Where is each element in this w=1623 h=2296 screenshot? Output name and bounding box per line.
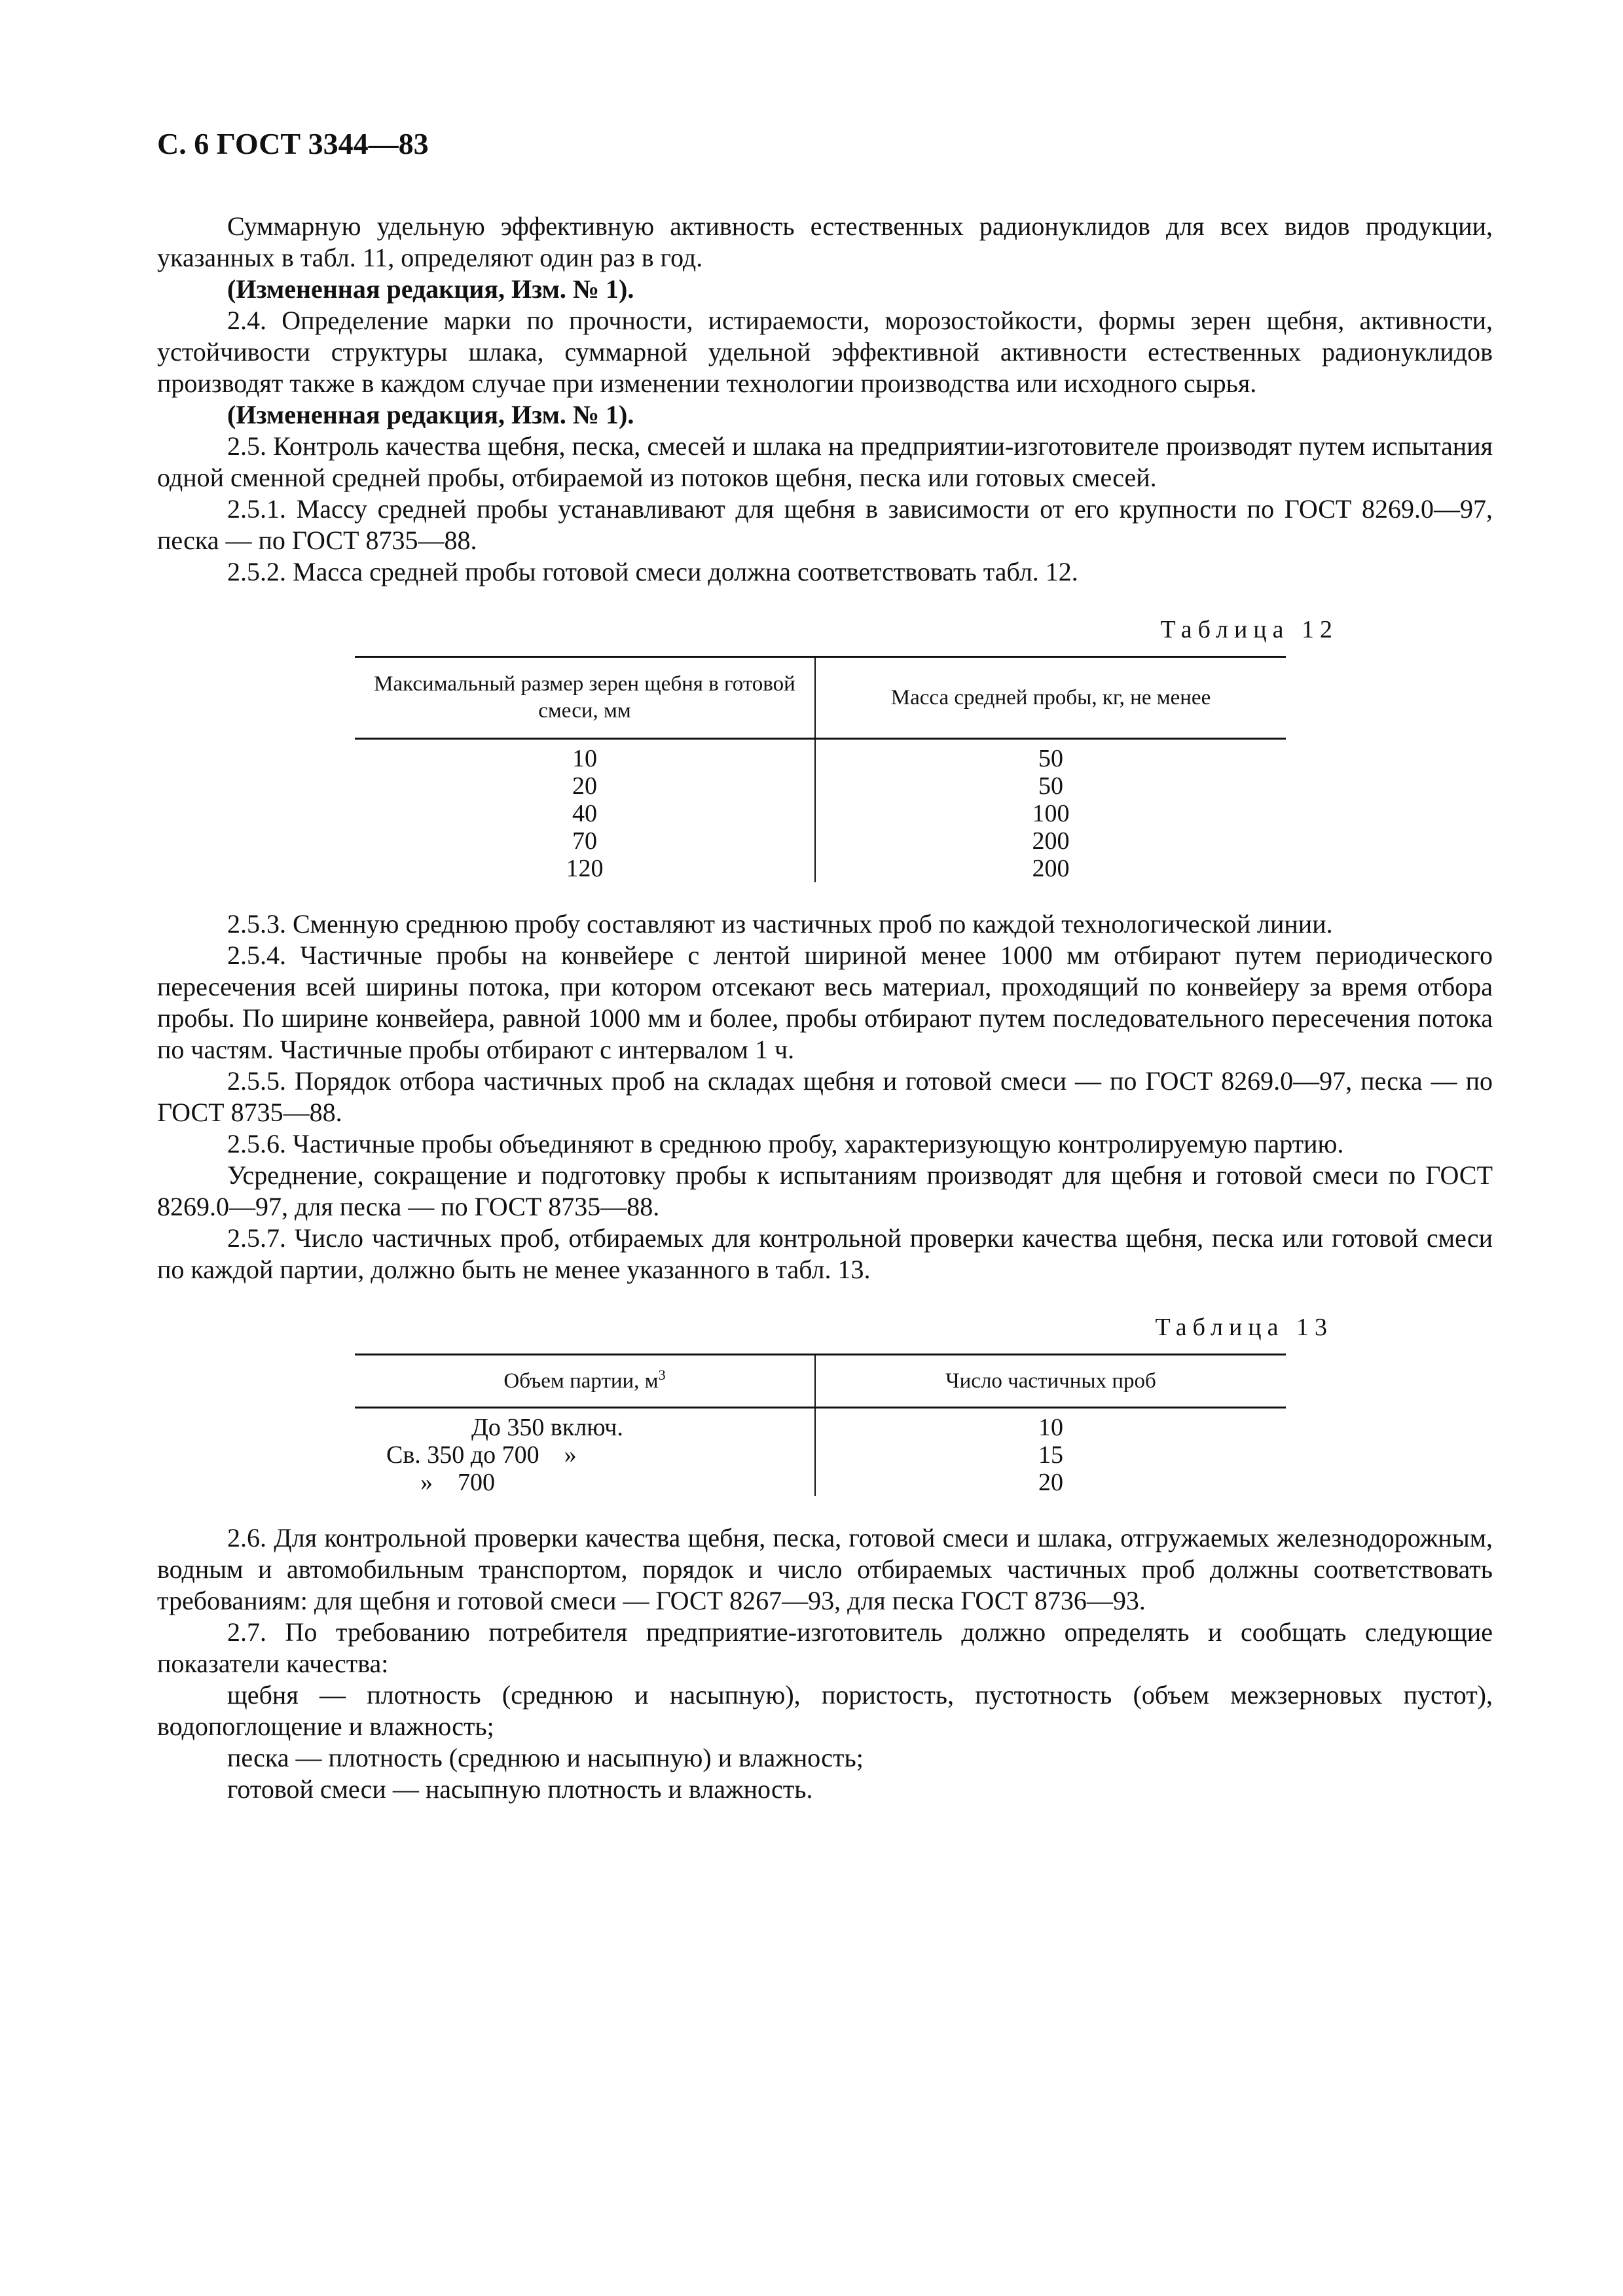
table-12-cell-size: 70 [355, 827, 815, 855]
table-12-cell-size: 40 [355, 800, 815, 827]
table-12-cell-mass: 200 [1032, 827, 1070, 855]
paragraph-2-4: 2.4. Определение марки по прочности, истираемости, морозостойкости, формы зерен щебня, активности, устойчивости структуры шлака, суммарной удельной эффективной активности естественных радионуклидов производят также в каждом случае при изменении технологии производства или исходного сырья. [157, 306, 1493, 398]
paragraph-2-5-5: 2.5.5. Порядок отбора частичных проб на складах щебня и готовой смеси — по ГОСТ 8269.0—97, песка — по ГОСТ 8735—88. [157, 1066, 1493, 1127]
table-13-cell-count: 20 [1038, 1469, 1063, 1496]
table-row [355, 800, 1286, 827]
paragraph-mix: готовой смеси — насыпную плотность и влажность. [227, 1774, 813, 1804]
table-13-volume-text: » 700 [420, 1469, 495, 1496]
table-13-header-volume-sup: 3 [658, 1366, 666, 1383]
table-13-header-count: Число частичных проб [815, 1355, 1286, 1408]
table-12-cell-mass: 50 [1038, 772, 1063, 800]
document-page [157, 124, 1493, 1805]
table-12-cell-size: 20 [355, 772, 815, 800]
table-12-cell-mass: 50 [1038, 745, 1063, 772]
table-12 [355, 656, 1286, 882]
table-12-cell-mass: 200 [1032, 855, 1070, 882]
paragraph-radionuclides: Суммарную удельную эффективную активность естественных радионуклидов для всех видов продукции, указанных в табл. 11, определяют один раз в год. [157, 211, 1493, 272]
table-row [355, 1441, 1286, 1469]
table-row [355, 827, 1286, 855]
paragraph-2-5-2: 2.5.2. Масса средней пробы готовой смеси должна соответствовать табл. 12. [227, 557, 1078, 586]
paragraph-2-5-7: 2.5.7. Число частичных проб, отбираемых для контрольной проверки качества щебня, песка или готовой смеси по каждой партии, должно быть не менее указанного в табл. 13. [157, 1223, 1493, 1284]
table-12-cell-size: 10 [355, 739, 815, 773]
table-13 [355, 1354, 1286, 1496]
edition-note-1: (Измененная редакция, Изм. № 1). [227, 274, 634, 304]
table-row [355, 1408, 1286, 1442]
table-13-caption: Таблица 13 [1155, 1314, 1333, 1341]
table-12-header-mass: Масса средней пробы, кг, не менее [815, 657, 1286, 739]
edition-note-2: (Измененная редакция, Изм. № 1). [227, 400, 634, 429]
table-13-volume-text: До 350 включ. [471, 1414, 623, 1441]
paragraph-2-5: 2.5. Контроль качества щебня, песка, смесей и шлака на предприятии-изготовителе производят путем испытания одной сменной средней пробы, отбираемой из потоков щебня, песка или готовых смесей. [157, 431, 1493, 492]
paragraph-2-6: 2.6. Для контрольной проверки качества щебня, песка, готовой смеси и шлака, отгружаемых железнодорожным, водным и автомобильным транспортом, порядок и число отбираемых частичных проб должны соответствовать требованиям: для щебня и готовой смеси — ГОСТ 8267—93, для песка ГОСТ 8736—93. [157, 1523, 1493, 1615]
paragraph-2-5-3: 2.5.3. Сменную среднюю пробу составляют из частичных проб по каждой технологической линии. [227, 909, 1333, 939]
page-header: С. 6 ГОСТ 3344—83 [157, 127, 429, 160]
paragraph-crushed-stone: щебня — плотность (среднюю и насыпную), пористость, пустотность (объем межзерновых пустот), водопоглощение и влажность; [157, 1680, 1493, 1741]
table-12-caption: Таблица 12 [1160, 616, 1338, 643]
table-13-header-volume [355, 1355, 815, 1408]
table-12-cell-size: 120 [355, 855, 815, 882]
paragraph-2-5-6: 2.5.6. Частичные пробы объединяют в среднюю пробу, характеризующую контролируемую партию. [227, 1129, 1344, 1158]
paragraph-2-5-4: 2.5.4. Частичные пробы на конвейере с лентой шириной менее 1000 мм отбирают путем периодического пересечения всей ширины потока, при котором отсекают весь материал, проходящий по конвейеру за время отбора пробы. По ширине конвейера, равной 1000 мм и более, пробы отбирают путем последовательного пересечения потока по частям. Частичные пробы отбирают с интервалом 1 ч. [157, 941, 1493, 1064]
table-13-cell-count: 10 [1038, 1414, 1063, 1441]
table-13-cell-volume [355, 1441, 815, 1469]
table-12-header-size: Максимальный размер зерен щебня в готовой смеси, мм [355, 657, 815, 739]
paragraph-2-5-1: 2.5.1. Массу средней пробы устанавливают для щебня в зависимости от его крупности по ГОСТ 8269.0—97, песка — по ГОСТ 8735—88. [157, 494, 1493, 555]
table-row [355, 855, 1286, 882]
table-row [355, 1469, 1286, 1496]
table-13-volume-text: Св. 350 до 700 » [386, 1441, 577, 1469]
table-row [355, 772, 1286, 800]
table-row [355, 739, 1286, 773]
table-13-header-volume-text: Объем партии, м [503, 1369, 659, 1393]
paragraph-2-7: 2.7. По требованию потребителя предприятие-изготовитель должно определять и сообщать следующие показатели качества: [157, 1617, 1493, 1678]
table-12-cell-mass: 100 [1032, 800, 1070, 827]
table-13-cell-volume [355, 1469, 815, 1496]
table-13-cell-volume [355, 1408, 815, 1442]
table-13-cell-count: 15 [1038, 1441, 1063, 1469]
paragraph-sand: песка — плотность (среднюю и насыпную) и влажность; [227, 1743, 864, 1772]
paragraph-averaging: Усреднение, сокращение и подготовку пробы к испытаниям производят для щебня и готовой смеси по ГОСТ 8269.0—97, для песка — по ГОСТ 8735—88. [157, 1160, 1493, 1221]
